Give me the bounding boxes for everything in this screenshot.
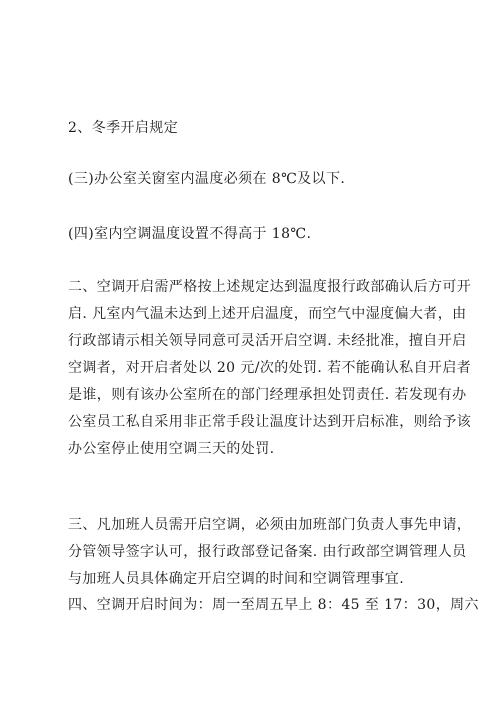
- text-line: 公室员工私自采用非正常手段让温度计达到开启标准，则给予该: [68, 414, 472, 430]
- text-line: 与加班人员具体确定开启空调的时间和空调管理事宜.: [68, 571, 405, 587]
- section-four-paragraph: [68, 592, 479, 619]
- text-line: 行政部请示相关领导同意可灵活开启空调. 未经批准，擅自开启: [68, 333, 467, 349]
- section-heading: [68, 115, 438, 142]
- item-four-paragraph: [68, 221, 438, 248]
- item-four-text: (四)室内空调温度设置不得高于 18℃.: [68, 226, 312, 242]
- text-line: 三、凡加班人员需开启空调，必须由加班部门负责人事先申请，: [68, 517, 472, 533]
- section-heading-text: 2、冬季开启规定: [68, 120, 179, 136]
- item-three-text: (三)办公室关窗室内温度必须在 8℃及以下.: [68, 171, 346, 187]
- text-line: 办公室停止使用空调三天的处罚.: [68, 441, 275, 457]
- text-line: 二、空调开启需严格按上述规定达到温度报行政部确认后方可开: [68, 279, 472, 295]
- text-line: 分管领导签字认可，报行政部登记备案. 由行政部空调管理人员: [68, 544, 467, 560]
- section-two-paragraph: [68, 274, 472, 463]
- text-line: 是谁，则有该办公室所在的部门经理承担处罚责任. 若发现有办: [68, 387, 467, 403]
- text-line: 启. 凡室内气温未达到上述开启温度，而空气中湿度偏大者，由: [68, 306, 467, 322]
- item-three-paragraph: [68, 166, 438, 193]
- section-three-paragraph: [68, 512, 472, 593]
- text-line: 空调者，对开启者处以 20 元/次的处罚. 若不能确认私自开启者: [68, 360, 472, 376]
- text-line: 四、空调开启时间为：周一至周五早上 8：45 至 17：30，周六: [68, 597, 479, 613]
